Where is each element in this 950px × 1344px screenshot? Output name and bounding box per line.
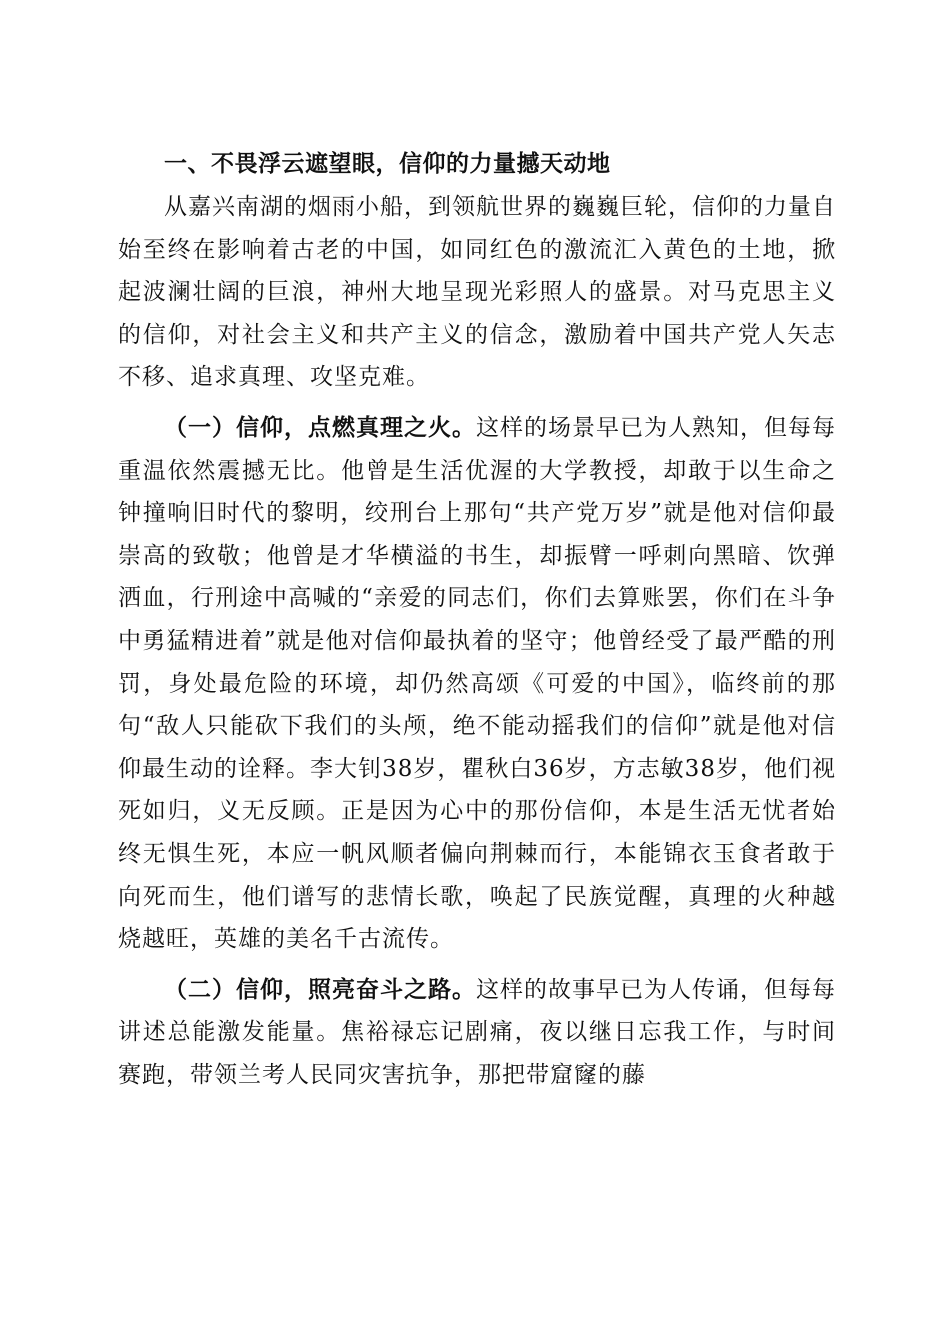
subsection-2-title: （二）信仰，照亮奋斗之路。 <box>164 976 476 1003</box>
paragraph-text: 从嘉兴南湖的烟雨小船，到领航世界的巍巍巨轮，信仰的力量自始至终在影响着古老的中国，如同红色的激流汇入黄色的土地，掀起波澜壮阔的巨浪，神州大地呈现光彩照人的盛景。对马克思主义的信仰，对社会主义和共产主义的信念，激励着中国共产党人矢志不移、追求真理、攻坚克难。 <box>118 194 836 391</box>
subsection-1-title: （一）信仰，点燃真理之火。 <box>164 414 476 441</box>
paragraph-subsection-2 <box>118 969 836 1097</box>
paragraph-intro <box>118 186 836 399</box>
document-body <box>118 142 836 1096</box>
paragraph-text: 这样的场景早已为人熟知，但每每重温依然震撼无比。他曾是生活优渥的大学教授，却敢于以生命之钟撞响旧时代的黎明，绞刑台上那句“共产党万岁”就是他对信仰最崇高的致敬；他曾是才华横溢的书生，却振臂一呼刺向黑暗、饮弹洒血，行刑途中高喊的“亲爱的同志们，你们去算账罢，你们在斗争中勇猛精进着”就是他对信仰最执着的坚守；他曾经受了最严酷的刑罚，身处最危险的环境，却仍然高颂《可爱的中国》，临终前的那句“敌人只能砍下我们的头颅，绝不能动摇我们的信仰”就是他对信仰最生动的诠释。李大钊38岁，瞿秋白36岁，方志敏38岁，他们视死如归，义无反顾。正是因为心中的那份信仰，本是生活无忧者始终无惧生死，本应一帆风顺者偏向荆棘而行，本能锦衣玉食者敢于向死而生，他们谱写的悲情长歌，唤起了民族觉醒，真理的火种越烧越旺，英雄的美名千古流传。 <box>118 414 836 953</box>
paragraph-text: 这样的故事早已为人传诵，但每每讲述总能激发能量。焦裕禄忘记剧痛，夜以继日忘我工作，与时间赛跑，带领兰考人民同灾害抗争，那把带窟窿的藤 <box>118 976 836 1088</box>
section-heading: 一、不畏浮云遮望眼，信仰的力量撼天动地 <box>164 151 611 177</box>
paragraph-subsection-1 <box>118 407 836 961</box>
